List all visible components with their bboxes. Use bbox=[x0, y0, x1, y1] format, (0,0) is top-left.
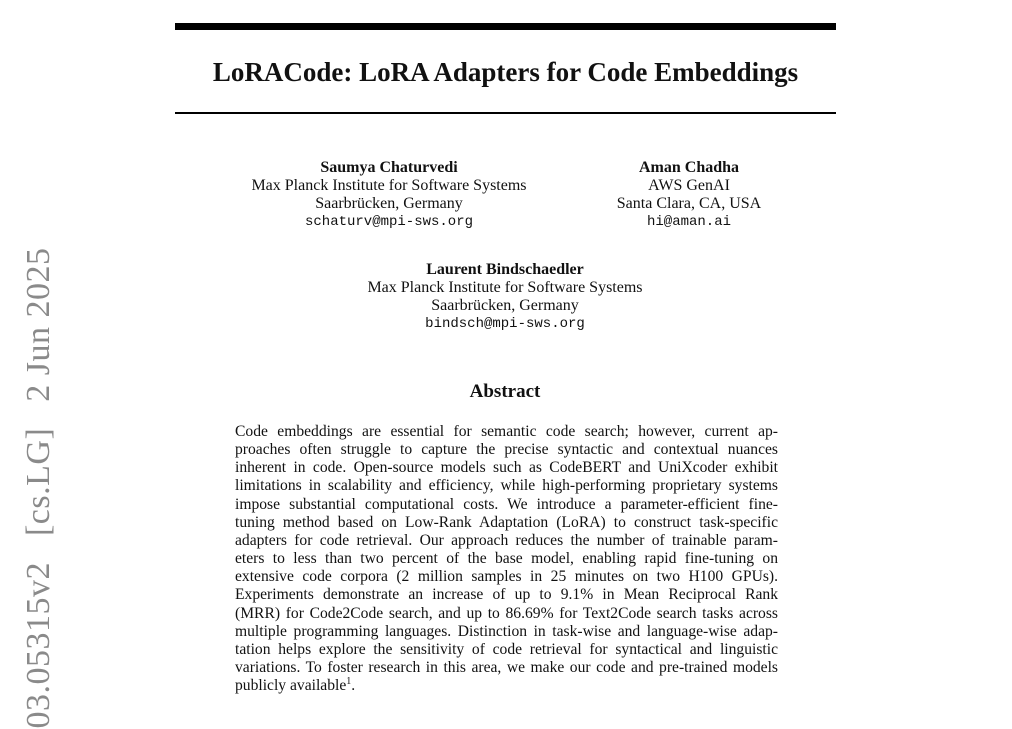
author-location: Saarbrücken, Germany bbox=[315, 195, 463, 212]
author-block-2 bbox=[598, 159, 780, 232]
abstract-line: tuning method based on Low-Rank Adaptation (LoRA) to construct task-specific bbox=[235, 513, 778, 531]
author-location: Saarbrücken, Germany bbox=[431, 297, 579, 314]
author-name: Aman Chadha bbox=[638, 159, 740, 176]
arxiv-category: [cs.LG] bbox=[20, 427, 57, 537]
arxiv-date: 2 Jun 2025 bbox=[20, 247, 57, 402]
author-email[interactable]: schaturv@mpi-sws.org bbox=[304, 214, 474, 230]
author-affiliation: Max Planck Institute for Software Systems bbox=[367, 279, 643, 296]
abstract-final-period: . bbox=[351, 677, 356, 695]
abstract-line: Experiments demonstrate an increase of up to 9.1% in Mean Reciprocal Rank bbox=[235, 586, 778, 604]
author-block-3 bbox=[340, 261, 670, 334]
abstract-line: extensive code corpora (2 million samples in 25 minutes on two H100 GPUs). bbox=[235, 568, 778, 586]
author-location: Santa Clara, CA, USA bbox=[616, 195, 762, 212]
abstract-line: eters to less than two percent of the base model, enabling rapid fine-tuning on bbox=[235, 550, 778, 568]
paper-title: LoRACode: LoRA Adapters for Code Embeddings bbox=[212, 57, 799, 87]
abstract-line: impose substantial computational costs. We introduce a parameter-efficient fine- bbox=[235, 495, 778, 513]
author-email[interactable]: hi@aman.ai bbox=[646, 214, 731, 230]
title-top-rule bbox=[175, 23, 836, 30]
abstract-line: Code embeddings are essential for semantic code search; however, current ap- bbox=[235, 423, 778, 440]
footnote-marker[interactable]: 1 bbox=[346, 676, 352, 687]
abstract-line: adapters for code retrieval. Our approach reduces the number of trainable param- bbox=[235, 531, 778, 549]
abstract-last-line bbox=[235, 677, 778, 695]
abstract-line: multiple programming languages. Distinction in task-wise and language-wise adap- bbox=[235, 622, 778, 640]
author-name: Saumya Chaturvedi bbox=[320, 159, 458, 176]
abstract-line: limitations in scalability and efficiency, while high-performing proprietary systems bbox=[235, 477, 778, 495]
arxiv-id: 03.05315v2 bbox=[20, 562, 57, 729]
abstract-line: proaches often struggle to capture the precise syntactic and contextual nuances bbox=[235, 441, 778, 459]
author-name: Laurent Bindschaedler bbox=[426, 261, 584, 278]
abstract-heading: Abstract bbox=[469, 381, 541, 402]
abstract-body bbox=[235, 423, 778, 695]
title-bottom-rule bbox=[175, 112, 836, 114]
abstract-line: (MRR) for Code2Code search, and up to 86.69% for Text2Code search tasks across bbox=[235, 604, 778, 622]
author-affiliation: AWS GenAI bbox=[648, 177, 730, 194]
author-block-1 bbox=[230, 159, 548, 232]
abstract-line: inherent in code. Open-source models such as CodeBERT and UniXcoder exhibit bbox=[235, 459, 778, 477]
abstract-line: publicly available bbox=[235, 677, 347, 695]
arxiv-side-stamp bbox=[20, 247, 58, 728]
author-email[interactable]: bindsch@mpi-sws.org bbox=[425, 316, 585, 332]
abstract-line: variations. To foster research in this area, we make our code and pre-trained models bbox=[235, 659, 778, 677]
abstract-line: tation helps explore the sensitivity of code retrieval for syntactical and linguistic bbox=[235, 640, 778, 658]
author-affiliation: Max Planck Institute for Software Systems bbox=[251, 177, 527, 194]
